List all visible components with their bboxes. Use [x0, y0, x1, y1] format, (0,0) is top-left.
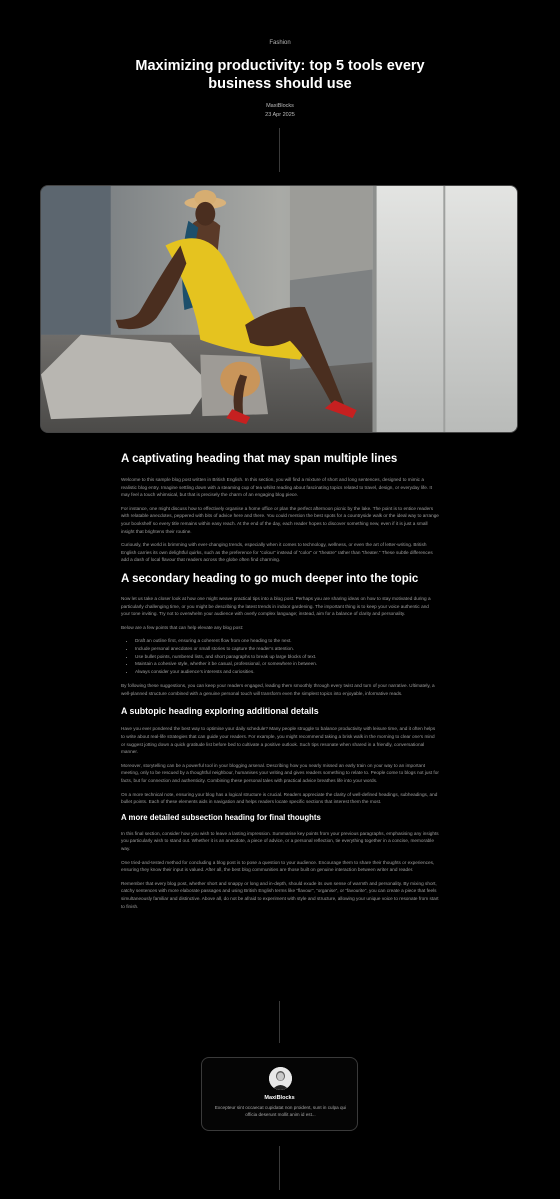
paragraph: On a more technical note, ensuring your blog has a logical structure is crucial. Readers appreciate the clarity of well-defined headings, subheadings, and bullet points. Each of these elements aids in navigation and helps readers locate specific sections that interest them the most. [121, 791, 438, 805]
article-body [121, 452, 439, 916]
divider-line-top [279, 128, 280, 172]
woman-yellow-dress-photo-icon [41, 186, 517, 432]
author-bio: Excepteur sint occaecat cupidatat non proident, sunt in culpa qui officia deserunt mollit anim id est... [214, 1105, 347, 1117]
paragraph: Curiously, the world is brimming with ever-changing trends, especially when it comes to technology, wellness, or even the art of letter-writing. British English carries its own delightful quirks, such as the preference for “colour” instead of “color” or “theatre” rather than “theater.” These subtle differences add a dash of local flavour that readers across the globe often find charming. [121, 542, 433, 563]
post-date: 23 Apr 2025 [265, 112, 295, 118]
divider-line-middle [279, 1001, 280, 1043]
author-card [201, 1057, 358, 1131]
paragraph: By following these suggestions, you can keep your readers engaged, leading them smoothly through every twist and turn of your narrative. Ultimately, a well-planned structure combined with a genuine personal touch will transform even the simplest topics into enjoyable, informative reads. [121, 683, 435, 696]
author-avatar-photo-icon[interactable] [269, 1067, 292, 1090]
post-title: Maximizing productivity: top 5 tools every business should use [135, 58, 425, 92]
author-name[interactable]: MaxiBlocks [264, 1095, 295, 1101]
list-item: • Always consider your audience’s interests and curiosities. [135, 668, 439, 676]
paragraph: Now let us take a closer look at how one might weave practical tips into a blog post. Perhaps you are sharing ideas on how to stay motivated during a particularly challenging time, or you might be describing the latest trends in indoor gardening. The important thing is to keep your voice authentic and your tone inviting. Try not to overwhelm your audience with overly complex language; instead, aim for a balance of clarity and personality. [121, 595, 431, 617]
heading-captivating: A captivating heading that may span multiple lines [121, 453, 398, 465]
heading-secondary: A secondary heading to go much deeper into the topic [121, 572, 419, 585]
paragraph: Welcome to this sample blog post written in British English. In this section, you will find a mixture of short and long sentences, designed to mimic a realistic blog entry. Imagine settling down with a steaming cup of tea whilst reading about fascinating topics related to travel, design, or everyday life. It may feel a touch whimsical, but that is precisely the charm of an engaging blog piece. [121, 477, 433, 498]
heading-subtopic: A subtopic heading exploring additional details [121, 706, 319, 717]
paragraph: Below are a few points that can help elevate any blog post: [121, 624, 244, 630]
list-item: • Maintain a cohesive style, whether it be casual, professional, or somewhere in between. [135, 660, 439, 668]
paragraph: One tried-and-tested method for concluding a blog post is to pose a question to your audience. Encourage them to share their thoughts or experiences, ensuring they know their input is valued. After all, the best blog communities are those built on genuine interaction between writer and reader. [121, 859, 435, 873]
list-item: • Draft an outline first, ensuring a coherent flow from one heading to the next. [135, 637, 439, 645]
post-author[interactable]: MaxiBlocks [266, 103, 294, 109]
post-category[interactable]: Fashion [269, 40, 291, 46]
paragraph: For instance, one might discuss how to effectively organise a home office or plan the perfect afternoon picnic by the lake. The point is to entice readers with relatable anecdotes, peppered with bits of advice here and there. You could mention the best spots for a countryside walk or the ideal way to arrange your bookshelf so every title remains within easy reach. At the end of the day, each reader hopes to discover something new, even if it is just a small insight that brightens their routine. [121, 505, 439, 534]
paragraph: Have you ever pondered the best way to optimise your daily schedule? Many people struggle to balance productivity with leisure time, and it often helps to write about real-life strategies that can guide your readers. For example, you might recommend taking a brisk walk in the morning to clear one’s mind or suggest jotting down a quick gratitude list before bed to cultivate a positive outlook. Such tips resonate when shared in a friendly, conversational manner. [121, 726, 436, 755]
list-item: • Use bullet points, numbered lists, and short paragraphs to break up large blocks of text. [135, 653, 439, 661]
list-item: • Include personal anecdotes or small stories to capture the reader’s attention. [135, 645, 439, 653]
paragraph: Remember that every blog post, whether short and snappy or long and in-depth, should exude its own sense of warmth and personality. By mixing short, catchy sentences with more elaborate passages and using British English terms like “flavour”, “organise”, or “favourite”, you can create a piece that feels simultaneously familiar and distinctive. Above all, do not be afraid to experiment with style and structure, allowing your unique voice to resonate from start to finish. [121, 880, 439, 909]
hero-image [40, 185, 518, 433]
tips-list [135, 637, 439, 675]
paragraph: Moreover, storytelling can be a powerful tool in your blogging arsenal. Describing how you nearly missed an early train on your way to an important meeting, only to be rescued by a thoughtful neighbour, humanises your writing and gives readers something to relate to. People come to blogs not just for facts, but for connection and authenticity. Combining these personal tales with practical advice breathes life into your words. [121, 762, 439, 784]
heading-final-thoughts: A more detailed subsection heading for final thoughts [121, 812, 321, 822]
paragraph: In this final section, consider how you wish to leave a lasting impression. Summarise key points from your previous paragraphs, emphasising any insights you particularly wish to stand out. Whether it is an anecdote, a piece of advice, or a personal reflection, tie everything together in a concise, memorable way. [121, 830, 439, 851]
divider-line-bottom [279, 1146, 280, 1190]
